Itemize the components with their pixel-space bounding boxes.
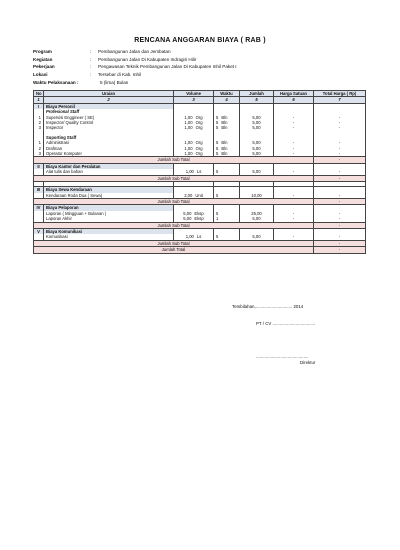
item-total-harga: -: [314, 146, 366, 151]
section-number: III: [34, 187, 44, 193]
info-value: Pembangunan Jalan dan Jembatan: [98, 49, 171, 55]
volume-value: 1,00: [184, 140, 193, 146]
item-description: Komunikasi: [44, 234, 174, 240]
item-total-harga: -: [314, 193, 366, 199]
waktu-value: 5: [216, 169, 219, 175]
info-value: 5 (lima) Bulan: [100, 79, 129, 85]
info-row-lokasi: [33, 71, 363, 79]
item-total-harga: -: [314, 115, 366, 120]
group-title: Profesional Staff: [44, 109, 174, 114]
item-description: Laporan Akhir: [44, 216, 174, 222]
volume-value: 1,00: [184, 125, 193, 131]
col-number: 3: [174, 97, 214, 103]
volume-unit: Ls: [196, 169, 202, 175]
item-harga-satuan: -: [274, 125, 314, 130]
item-jumlah: 5,00: [240, 115, 274, 120]
col-header-harga-satuan: Harga Satuan: [274, 91, 314, 97]
subtotal-label: Jumlah Sub Total: [34, 198, 314, 204]
section-title: Biaya Kantor dan Peralatan: [44, 163, 174, 169]
section-title: Biaya Komunikasi: [44, 228, 174, 234]
signature-place-date: Tembilahan,.............................. 2014: [232, 304, 304, 309]
info-label: Program: [33, 49, 52, 55]
waktu-unit: Bln: [221, 125, 228, 131]
info-label: Kegiatan: [33, 56, 53, 62]
waktu-unit: Bln: [221, 145, 228, 151]
item-description: Alat tulis dan bahan: [44, 169, 174, 175]
item-total-harga: -: [314, 234, 366, 240]
subtotal-label: Jumlah Sub Total: [34, 240, 314, 246]
volume-unit: Eksp: [194, 210, 204, 216]
item-total-harga: -: [314, 169, 366, 175]
col-header-uraian: Uraian: [44, 91, 174, 97]
col-header-no: No: [34, 91, 44, 97]
waktu-value: 5: [216, 151, 219, 157]
item-harga-satuan: -: [274, 234, 314, 240]
item-number: 3: [34, 151, 44, 157]
item-jumlah: 5,00: [240, 125, 274, 130]
waktu-unit: Bln: [221, 120, 228, 126]
section-title: Biaya Sewa Kendaraan: [44, 187, 174, 193]
subtotal-label: Jumlah Sub Total: [34, 157, 314, 163]
volume-value: 1,00: [184, 120, 193, 126]
volume-value: 1,00: [184, 151, 193, 157]
waktu-value: 1: [216, 216, 219, 222]
info-value: Tersebar di Kab. Inhil: [98, 72, 142, 78]
waktu-unit: Bln: [221, 151, 228, 157]
item-harga-satuan: -: [274, 193, 314, 199]
item-description: Administrasi: [44, 140, 174, 145]
signature-line: ...........................................: [256, 354, 309, 359]
col-number: 4: [214, 97, 240, 103]
item-jumlah: 5,00: [240, 120, 274, 125]
col-number: 5: [240, 97, 274, 103]
volume-unit: Eksp: [194, 216, 204, 222]
subtotal-value: -: [314, 157, 366, 163]
page-title: RENCANA ANGGARAN BIAYA ( RAB ): [134, 37, 266, 44]
item-total-harga: -: [314, 140, 366, 145]
volume-value: 1,00: [184, 145, 193, 151]
grand-total-label: Jumlah Total: [34, 247, 314, 253]
item-jumlah: 25,00: [240, 211, 274, 216]
section-number: II: [34, 163, 44, 169]
volume-unit: Ls: [196, 234, 202, 240]
info-row-waktu: [33, 78, 363, 86]
info-row-kegiatan: [33, 56, 363, 64]
col-header-volume: Volume: [174, 91, 214, 97]
volume-unit: Org: [195, 125, 203, 131]
volume-unit: Org: [195, 114, 203, 120]
project-info: [33, 48, 363, 86]
section-title: Biaya Personil: [44, 103, 174, 109]
grand-total-value: -: [314, 247, 366, 253]
signature-company: PT / CV ...................................: [256, 321, 316, 326]
waktu-value: 5: [216, 192, 219, 198]
section-number: IV: [34, 205, 44, 211]
item-description: Laporan ( Mingguan + Bulanan ): [44, 211, 174, 216]
col-header-total-harga: Total Harga ( Rp): [314, 91, 366, 97]
col-header-waktu: Waktu: [214, 91, 240, 97]
item-jumlah: 5,00: [240, 140, 274, 145]
item-number: 3: [34, 125, 44, 130]
waktu-unit: Bln: [221, 114, 228, 120]
item-number: 2: [34, 146, 44, 151]
waktu-value: 5: [216, 210, 219, 216]
item-harga-satuan: -: [274, 169, 314, 175]
item-harga-satuan: -: [274, 151, 314, 157]
item-total-harga: -: [314, 216, 366, 222]
section-number: I: [34, 103, 44, 109]
subtotal-label: Jumlah Sub Total: [34, 222, 314, 228]
volume-value: 2,00: [184, 192, 193, 198]
info-label: Lokasi: [33, 72, 48, 78]
info-separator: :: [90, 49, 92, 55]
volume-value: 1,00: [185, 234, 194, 240]
item-number: 2: [34, 120, 44, 125]
col-number: 6: [274, 97, 314, 103]
volume-value: 1,00: [184, 114, 193, 120]
signature-role: Direktur: [300, 360, 316, 365]
subtotal-label: Jumlah Sub Total: [34, 175, 314, 181]
grand-total-row: [34, 247, 366, 253]
item-total-harga: -: [314, 211, 366, 216]
info-label: Waktu Pelaksanaan :: [33, 79, 79, 85]
volume-value: 5,00: [183, 216, 192, 222]
volume-value: 1,00: [185, 169, 194, 175]
subtotal-value: -: [314, 198, 366, 204]
volume-unit: Org: [195, 151, 203, 157]
subtotal-value: -: [314, 240, 366, 246]
waktu-value: 5: [216, 234, 219, 240]
item-description: Kendaraan Roda Dua ( Sewa): [44, 193, 174, 199]
item-harga-satuan: -: [274, 140, 314, 145]
subtotal-value: -: [314, 175, 366, 181]
item-total-harga: -: [314, 125, 366, 130]
item-jumlah: 5,00: [240, 216, 274, 222]
item-jumlah: 5,00: [240, 234, 274, 240]
group-title: Suporting Staff: [44, 135, 174, 140]
volume-unit: Org: [195, 140, 203, 146]
waktu-value: 5: [216, 140, 219, 146]
info-row-program: [33, 48, 363, 56]
item-number: 1: [34, 115, 44, 120]
item-total-harga: -: [314, 151, 366, 157]
info-value: Pengawasan Teknik Pembangunan Jalan Di Kabupaten Inhil Paket I: [98, 64, 237, 70]
col-header-jumlah: Jumlah: [240, 91, 274, 97]
waktu-value: 5: [216, 120, 219, 126]
item-harga-satuan: -: [274, 146, 314, 151]
item-jumlah: 5,00: [240, 169, 274, 175]
waktu-unit: Bln: [221, 140, 228, 146]
info-separator: :: [90, 56, 92, 62]
volume-unit: Unit: [195, 192, 203, 198]
info-separator: :: [90, 72, 92, 78]
item-jumlah: 10,00: [240, 193, 274, 199]
item-total-harga: -: [314, 120, 366, 125]
table-body: [34, 103, 366, 253]
item-description: Drafman: [44, 146, 174, 151]
subtotal-value: -: [314, 222, 366, 228]
item-description: Inspector: [44, 125, 174, 130]
item-description: Operator Komputer: [44, 151, 174, 157]
volume-unit: Org: [195, 145, 203, 151]
item-number: 1: [34, 140, 44, 145]
item-description: Inspector/ Quality Control: [44, 120, 174, 125]
col-number: 7: [314, 97, 366, 103]
volume-unit: Org: [195, 120, 203, 126]
waktu-value: 5: [216, 145, 219, 151]
item-harga-satuan: -: [274, 115, 314, 120]
col-number: 1: [34, 97, 44, 103]
item-jumlah: 5,00: [240, 151, 274, 157]
budget-table: [33, 90, 366, 254]
volume-value: 5,00: [183, 210, 192, 216]
waktu-value: 5: [216, 125, 219, 131]
section-title: Biaya Pelaporan: [44, 205, 174, 211]
info-value: Pembangunan Jalan Di Kabupaten Indragiri Hilir: [98, 56, 197, 62]
item-harga-satuan: -: [274, 120, 314, 125]
item-harga-satuan: -: [274, 216, 314, 222]
item-harga-satuan: -: [274, 211, 314, 216]
col-number: 2: [44, 97, 174, 103]
section-number: V: [34, 228, 44, 234]
waktu-value: 5: [216, 114, 219, 120]
item-description: Supervisi Enggineer ( SE): [44, 115, 174, 120]
info-separator: :: [90, 64, 92, 70]
info-label: Pekerjaan: [33, 64, 55, 70]
item-jumlah: 5,00: [240, 146, 274, 151]
info-row-pekerjaan: [33, 63, 363, 71]
